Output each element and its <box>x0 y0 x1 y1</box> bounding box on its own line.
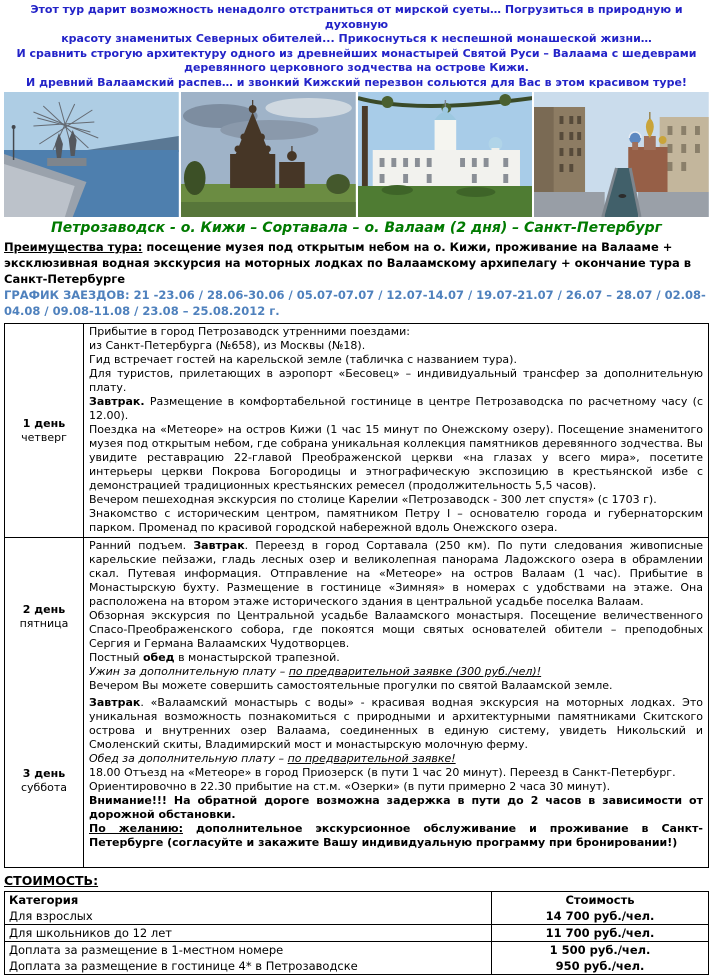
program-day-row <box>5 538 708 695</box>
day-label-cell <box>5 324 84 537</box>
day-weekday: суббота <box>20 781 67 794</box>
program-day-row <box>5 324 708 538</box>
intro-line: деревянного церковного зодчества на острове Кижи. <box>184 61 529 74</box>
pricing-category: Доплата за размещение в гостинице 4* в Петрозаводске <box>5 958 492 974</box>
program-paragraph: Завтрак. Размещение в комфортабельной гостинице в центре Петрозаводска по расчетному часу (с 12.00). <box>89 395 703 422</box>
pricing-header-row <box>5 892 708 908</box>
day-program-text <box>84 538 708 695</box>
pricing-category: Для школьников до 12 лет <box>5 925 492 941</box>
day-number: 3 день <box>22 767 66 780</box>
program-paragraph: из Санкт-Петербурга (№658), из Москвы (№18). <box>89 339 366 352</box>
pricing-row <box>5 925 708 942</box>
pricing-value: 1 500 руб./чел. <box>549 943 651 957</box>
pricing-category: Для взрослых <box>5 908 492 924</box>
valaam-monastery-photo <box>358 92 533 217</box>
advantages-label: Преимущества тура: <box>4 240 143 254</box>
pricing-row <box>5 958 708 974</box>
day-weekday: четверг <box>21 430 67 444</box>
petrozavodsk-fishermen-sculpture-photo <box>4 92 179 217</box>
program-day-row <box>5 695 708 867</box>
program-paragraph: Ужин за дополнительную плату – по предварительной заявке (300 руб./чел)! <box>89 665 542 678</box>
pricing-value: 11 700 руб./чел. <box>545 926 655 940</box>
intro-line: красоту знаменитых Северных обителей... Прикоснуться к неспешной монашеской жизни… <box>61 32 652 45</box>
program-paragraph: Гид встречает гостей на карельской земле (табличка с названием тура). <box>89 353 517 366</box>
schedule-dates: 21 -23.06 / 28.06-30.06 / 05.07-07.07 / 12.07-14.07 / 19.07-21.07 / 26.07 – 28.07 / 02.08-04.08 / 09.08-11.08 / 23.08 – 25.08.2012 г. <box>4 288 706 318</box>
program-paragraph: Ранний подъем. Завтрак. Переезд в город Сортавала (250 км). По пути следования живописные карельские пейзажи, гладь лесных озер и великолепная панорама Ладожского озера в обрамлении скал. Путевая информация. Отправление на «Метеоре» на остров Валаам (1 час). Прибытие в Монастырскую бухту. Размещение в гостинице «Зимняя» в номерах с удобствами на этаже. Она расположена на втором этаже исторического здания в центральной усадьбе поселка Валаам. <box>89 539 703 608</box>
photo-strip <box>4 92 709 217</box>
program-paragraph: Для туристов, прилетающих в аэропорт «Бесовец» – индивидуальный трансфер за дополнительную плату. <box>89 367 703 394</box>
day-program-text <box>84 324 708 537</box>
day-program-text <box>84 695 708 867</box>
advantages-text: посещение музея под открытым небом на о. Кижи, проживание на Валааме + эксклюзивная водная экскурсия на моторных лодках по Валаамскому архипелагу + окончание тура в Санкт-Петербурге <box>4 240 692 286</box>
pricing-value: Стоимость <box>565 893 635 907</box>
program-paragraph: По желанию: дополнительное экскурсионное обслуживание и проживание в Санкт-Петербурге (согласуйте и закажите Вашу индивидуальную программу при бронировании!) <box>89 822 703 849</box>
program-paragraph: 18.00 Отъезд на «Метеоре» в город Приозерск (в пути 1 час 20 минут). Переезд в Санкт-Петербург. <box>89 766 676 779</box>
schedule-label: ГРАФИК ЗАЕЗДОВ: <box>4 288 130 302</box>
program-paragraph: Обед за дополнительную плату – по предварительной заявке! <box>89 752 456 765</box>
program-paragraph: Поездка на «Метеоре» на остров Кижи (1 час 15 минут по Онежскому озеру). Посещение знаменитого музея под открытым небом, где собрана уникальная коллекция памятников деревянного зодчества. Вы увидите реставрацию 22-главой Преображенской церкви «на глазах у всего мира», посетите интерьеры церкви Покрова Богородицы и этнографическую экспозицию в крестьянской избе с демонстрацией традиционных крестьянских ремесел (продолжительность 5,5 часов). <box>89 423 703 492</box>
pricing-value: 950 руб./чел. <box>555 959 645 973</box>
program-paragraph: Постный обед в монастырской трапезной. <box>89 651 340 664</box>
intro-text <box>4 3 709 90</box>
program-paragraph: Вечером пешеходная экскурсия по столице Карелии «Петрозаводск - 300 лет спустя» (с 1703 г). <box>89 493 657 506</box>
program-paragraph: Знакомство с историческим центром, памятником Петру I – основателю города и губернаторским парком. Променад по красивой городской набережной вдоль Онежского озера. <box>89 507 703 534</box>
day-label-cell <box>5 538 84 695</box>
pricing-table <box>4 891 709 975</box>
st-petersburg-canal-church-photo <box>534 92 709 217</box>
pricing-category: Категория <box>5 892 492 908</box>
program-paragraph: Вечером Вы можете совершить самостоятельные прогулки по святой Валаамской земле. <box>89 679 613 692</box>
program-paragraph: Ориентировочно в 22.30 прибытие на ст.м. «Озерки» (в пути примерно 2 часа 30 минут). <box>89 780 611 793</box>
pricing-row <box>5 942 708 958</box>
day-weekday: пятница <box>19 616 69 630</box>
pricing-category: Доплата за размещение в 1-местном номере <box>5 942 492 958</box>
intro-line: И древний Валаамский распев… и звонкий Кижский перезвон сольются для Вас в этом красивом туре! <box>26 75 687 89</box>
day-label-cell <box>5 695 84 867</box>
intro-line: И сравнить строгую архитектуру одного из древнейших монастырей Святой Руси – Валаама с шедеврами <box>16 46 697 60</box>
pricing-heading: СТОИМОСТЬ: <box>4 873 99 888</box>
program-paragraph: Обзорная экскурсия по Центральной усадьбе Валаамского монастыря. Посещение величественного Спасо-Преображенского собора, где покоятся мощи святых основателей обители – преподобных Сергия и Германа Валаамских Чудотворцев. <box>89 609 703 650</box>
route-title: Петрозаводск - о. Кижи – Сортавала – о. Валаам (2 дня) – Санкт-Петербург <box>51 220 662 236</box>
program-paragraph: Завтрак. «Валаамский монастырь с воды» - красивая водная экскурсия на моторных лодках. Это уникальная возможность познакомиться с природными и архитектурными памятниками Скитского острова и внутренних озер Валаама, соединенных в единую систему, увидеть Никольский и Смоленский скиты, Владимирский мост и монастырскую молочную ферму. <box>89 696 703 751</box>
intro-line: Этот тур дарит возможность ненадолго отстраниться от мирской суеты… Погрузиться в природную и духовную <box>30 3 683 31</box>
departure-schedule <box>4 288 709 319</box>
program-paragraph: Прибытие в город Петрозаводск утренними поездами: <box>89 325 410 338</box>
day-number: 1 день <box>22 416 66 430</box>
tour-advantages <box>4 239 709 287</box>
program-table <box>4 323 709 868</box>
day-number: 2 день <box>22 602 66 616</box>
pricing-row <box>5 908 708 925</box>
program-paragraph: Внимание!!! На обратной дороге возможна задержка в пути до 2 часов в зависимости от дорожной обстановки. <box>89 794 703 821</box>
pricing-value: 14 700 руб./чел. <box>545 909 655 923</box>
kizhi-wooden-churches-photo <box>181 92 356 217</box>
